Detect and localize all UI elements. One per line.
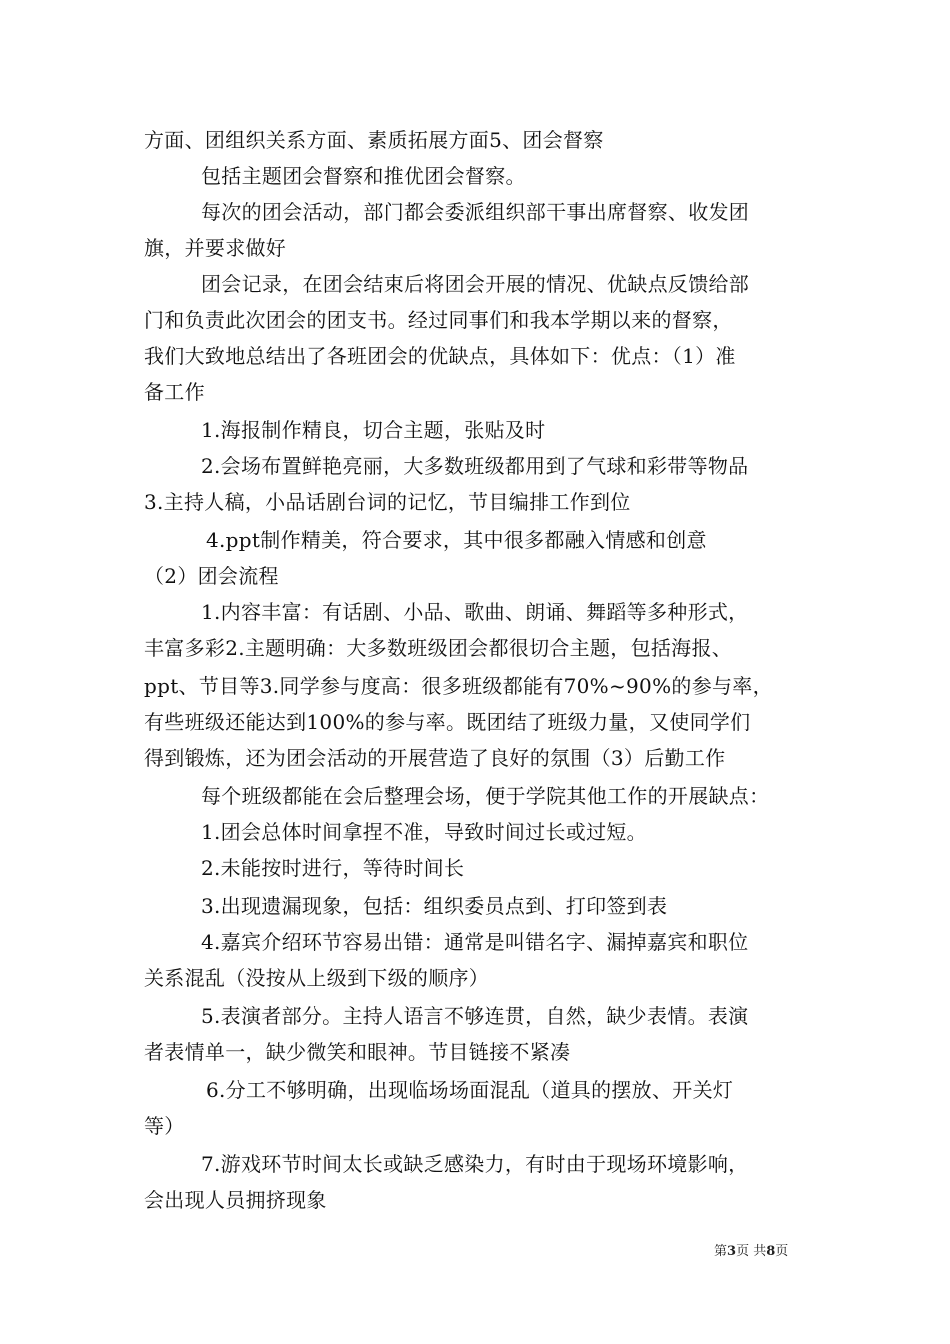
text-line: 丰富多彩2.主题明确：大多数班级团会都很切合主题，包括海报、 — [144, 636, 733, 660]
text-line: 团会记录，在团会结束后将团会开展的情况、优缺点反馈给部 — [201, 272, 750, 296]
list-item: 2.未能按时进行，等待时间长 — [201, 856, 465, 880]
text-line: 旗，并要求做好 — [144, 236, 287, 260]
list-item: 4.ppt制作精美，符合要求，其中很多都融入情感和创意 — [206, 528, 707, 552]
page-number — [714, 1243, 788, 1261]
page-number-total: 8 — [766, 1244, 776, 1259]
page-number-suffix: 页 — [775, 1244, 789, 1259]
text-line: 等） — [144, 1114, 185, 1138]
list-item: 1.海报制作精良，切合主题，张贴及时 — [201, 418, 546, 442]
text-line: 每次的团会活动，部门都会委派组织部干事出席督察、收发团 — [201, 200, 750, 224]
text-line: 有些班级还能达到100%的参与率。既团结了班级力量，又使同学们 — [144, 710, 751, 734]
page-number-middle: 页 共 — [736, 1244, 767, 1259]
text-line: 会出现人员拥挤现象 — [144, 1188, 327, 1212]
list-item: 6.分工不够明确，出现临场场面混乱（道具的摆放、开关灯 — [206, 1078, 734, 1102]
section-heading: （2）团会流程 — [144, 564, 279, 588]
text-line: 包括主题团会督察和推优团会督察。 — [201, 164, 526, 188]
list-item: 2.会场布置鲜艳亮丽，大多数班级都用到了气球和彩带等物品 — [201, 454, 749, 478]
page-number-current: 3 — [727, 1244, 737, 1259]
list-item: 1.内容丰富：有话剧、小品、歌曲、朗诵、舞蹈等多种形式， — [201, 600, 749, 624]
text-line: 者表情单一，缺少微笑和眼神。节目链接不紧凑 — [144, 1040, 571, 1064]
text-line: 备工作 — [144, 380, 205, 404]
text-line: 我们大致地总结出了各班团会的优缺点，具体如下：优点：（1）准 — [144, 344, 736, 368]
text-line: ppt、节目等3.同学参与度高：很多班级都能有70%~90%的参与率， — [144, 674, 773, 698]
text-line: 得到锻炼，还为团会活动的开展营造了良好的氛围（3）后勤工作 — [144, 746, 726, 770]
list-item: 5.表演者部分。主持人语言不够连贯，自然，缺少表情。表演 — [201, 1004, 749, 1028]
text-line: 门和负责此次团会的团支书。经过同事们和我本学期以来的督察， — [144, 308, 733, 332]
list-item: 3.出现遗漏现象，包括：组织委员点到、打印签到表 — [201, 894, 668, 918]
list-item: 3.主持人稿，小品话剧台词的记忆，节目编排工作到位 — [144, 490, 631, 514]
list-item: 7.游戏环节时间太长或缺乏感染力，有时由于现场环境影响， — [201, 1152, 749, 1176]
list-item: 1.团会总体时间拿捏不准，导致时间过长或过短。 — [201, 820, 647, 844]
list-item: 4.嘉宾介绍环节容易出错：通常是叫错名字、漏掉嘉宾和职位 — [201, 930, 749, 954]
text-line: 关系混乱（没按从上级到下级的顺序） — [144, 966, 490, 990]
page-number-prefix: 第 — [714, 1244, 728, 1259]
text-line: 方面、团组织关系方面、素质拓展方面5、团会督察 — [144, 128, 604, 152]
text-line: 每个班级都能在会后整理会场，便于学院其他工作的开展缺点： — [201, 784, 770, 808]
